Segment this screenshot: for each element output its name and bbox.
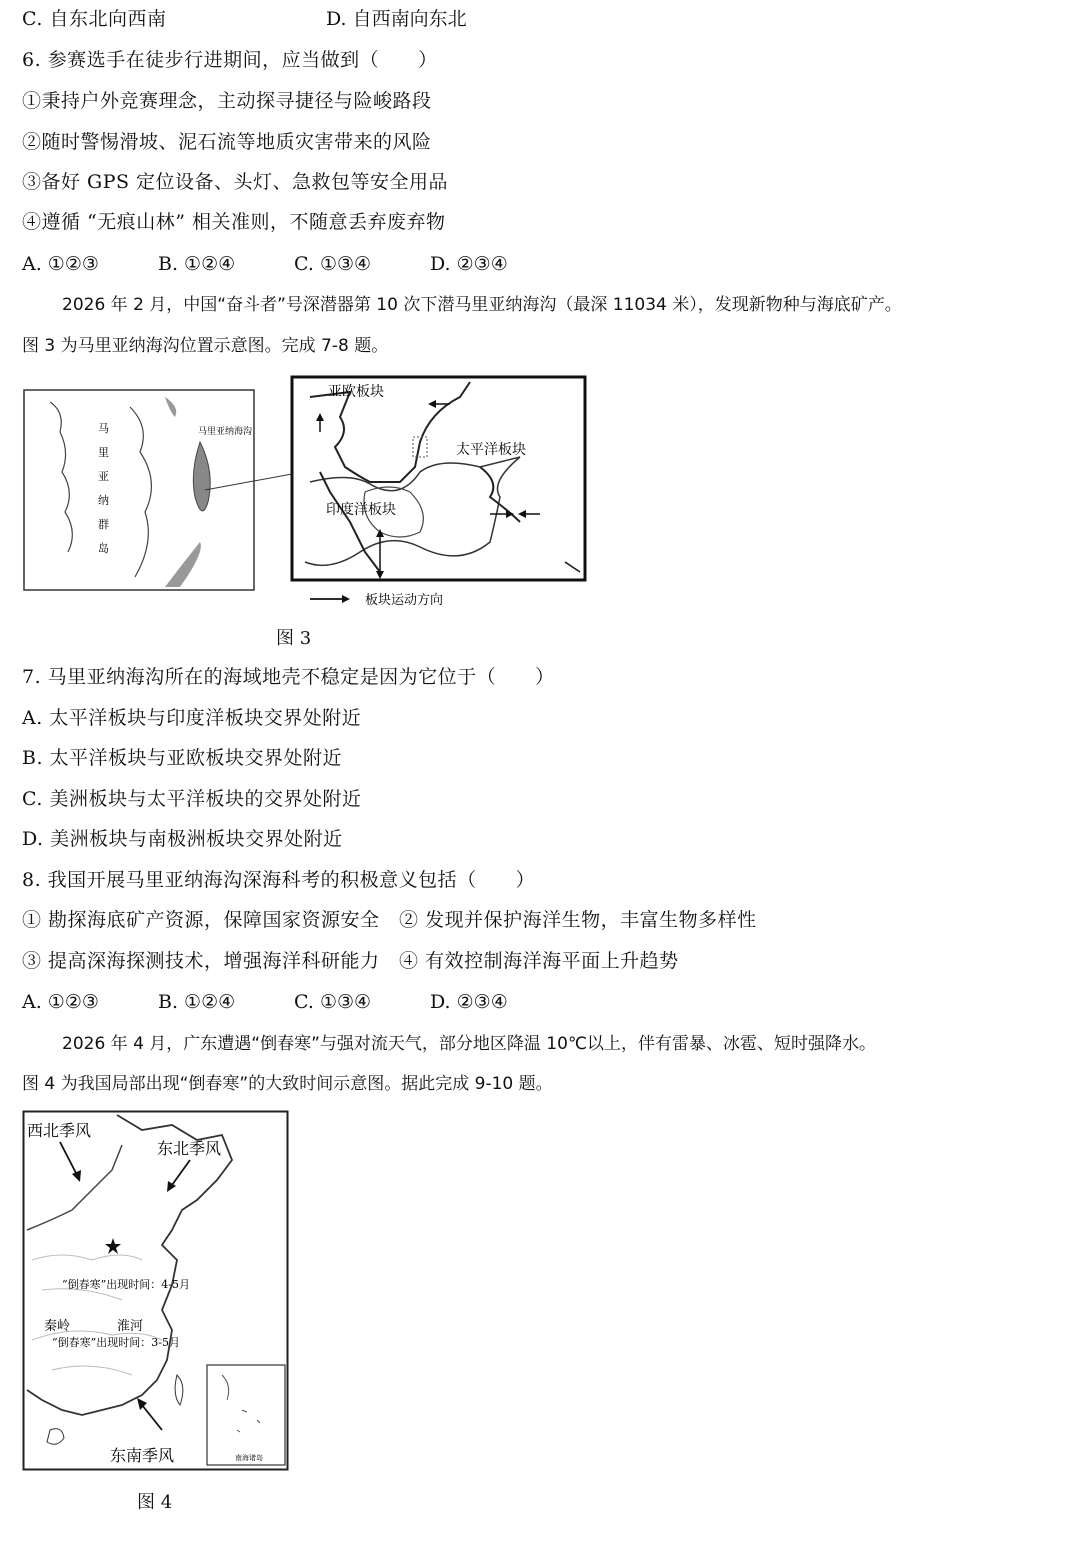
fig4-north-time: “倒春寒”出现时间：4-5月: [62, 1278, 190, 1291]
fig3-left-char-1: 马: [98, 422, 109, 435]
q6-item-3: ③备好 GPS 定位设备、头灯、急救包等安全用品: [22, 171, 449, 193]
option-c-prev: C. 自东北向西南: [22, 8, 167, 30]
fig3-left-char-2: 里: [98, 446, 109, 459]
fig3-left-char-6: 岛: [98, 542, 109, 555]
q6-option-c: C. ①③④: [294, 253, 372, 275]
passage1-line1: 2026 年 2 月，中国“奋斗者”号深潜器第 10 次下潜马里亚纳海沟（最深 11034 米），发现新物种与海底矿产。: [62, 295, 902, 315]
fig4-huaihe: 淮河: [117, 1319, 144, 1334]
fig3-indian-label: 印度洋板块: [326, 502, 396, 518]
figure-4: [22, 1110, 290, 1472]
fig4-inset: [207, 1365, 285, 1465]
fig3-legend-label: 板块运动方向: [365, 593, 444, 608]
fig3-right-map: [292, 377, 585, 580]
fig4-nw-monsoon: 西北季风: [27, 1121, 92, 1140]
q7-option-c: C. 美洲板块与太平洋板块的交界处附近: [22, 788, 362, 810]
q6-item-4: ④遵循 “无痕山林” 相关准则，不随意丢弃废弃物: [22, 211, 446, 233]
q6-item-2: ②随时警惕滑坡、泥石流等地质灾害带来的风险: [22, 131, 432, 153]
q8-row-1: ① 勘探海底矿产资源，保障国家资源安全 ② 发现并保护海洋生物，丰富生物多样性: [22, 909, 757, 931]
fig4-caption: 图 4: [137, 1492, 173, 1513]
q6-stem: 6. 参赛选手在徒步行进期间，应当做到（ ）: [22, 49, 438, 71]
fig3-eurasia-label: 亚欧板块: [328, 384, 384, 400]
option-d-prev: D. 自西南向东北: [326, 8, 467, 30]
q6-item-1: ①秉持户外竞赛理念，主动探寻捷径与险峻路段: [22, 90, 432, 112]
q8-row-2: ③ 提高深海探测技术，增强海洋科研能力 ④ 有效控制海洋海平面上升趋势: [22, 950, 679, 972]
q8-option-c: C. ①③④: [294, 991, 372, 1013]
passage2-line1: 2026 年 4 月，广东遭遇“倒春寒”与强对流天气，部分地区降温 10℃以上，伴有雷暴、冰雹、短时强降水。: [62, 1034, 877, 1054]
fig4-inset-label: 南海诸岛: [235, 1454, 263, 1462]
q7-option-d: D. 美洲板块与南极洲板块交界处附近: [22, 828, 343, 850]
fig3-left-char-5: 群: [98, 518, 109, 531]
fig3-caption: 图 3: [276, 628, 312, 649]
q7-stem: 7. 马里亚纳海沟所在的海域地壳不稳定是因为它位于（ ）: [22, 666, 555, 688]
fig3-legend-arrowhead: [342, 595, 350, 603]
q6-option-d: D. ②③④: [430, 253, 508, 275]
fig4-se-monsoon: 东南季风: [110, 1446, 175, 1465]
fig4-qinling: 秦岭: [44, 1319, 71, 1334]
fig3-left-char-4: 纳: [98, 494, 109, 507]
fig4-ne-monsoon: 东北季风: [157, 1139, 222, 1158]
fig3-trench-label: 马里亚纳海沟: [198, 427, 253, 437]
fig3-pacific-label: 太平洋板块: [456, 442, 526, 458]
passage1-line2: 图 3 为马里亚纳海沟位置示意图。完成 7-8 题。: [22, 336, 389, 356]
q8-option-d: D. ②③④: [430, 991, 508, 1013]
figure-3: [20, 372, 590, 617]
q8-stem: 8. 我国开展马里亚纳海沟深海科考的积极意义包括（ ）: [22, 869, 536, 891]
q6-option-b: B. ①②④: [158, 253, 236, 275]
q8-option-b: B. ①②④: [158, 991, 236, 1013]
fig4-south-time: “倒春寒”出现时间：3-5月: [52, 1336, 180, 1349]
q7-option-b: B. 太平洋板块与亚欧板块交界处附近: [22, 747, 343, 769]
fig3-left-char-3: 亚: [98, 470, 109, 483]
passage2-line2: 图 4 为我国局部出现“倒春寒”的大致时间示意图。据此完成 9-10 题。: [22, 1074, 553, 1094]
q8-option-a: A. ①②③: [22, 991, 99, 1013]
q6-option-a: A. ①②③: [22, 253, 99, 275]
q7-option-a: A. 太平洋板块与印度洋板块交界处附近: [22, 707, 362, 729]
